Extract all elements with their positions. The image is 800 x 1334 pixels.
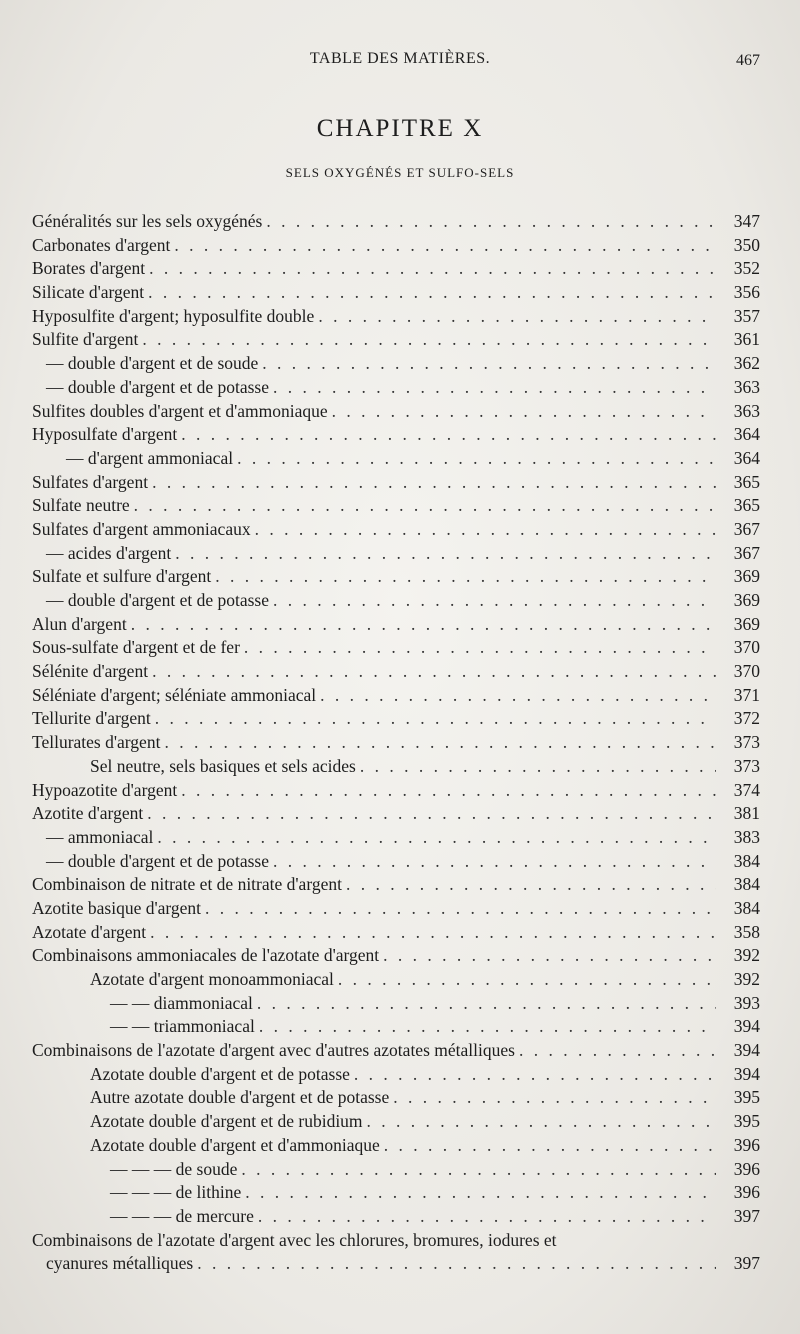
dot-leader — [152, 471, 716, 495]
entry-label: cyanures métalliques — [46, 1253, 194, 1274]
entry-label: Silicate d'argent — [32, 282, 145, 303]
entry-label: Sulfates d'argent — [32, 471, 149, 492]
dot-leader — [150, 921, 716, 945]
entry-page: 373 — [733, 755, 760, 776]
dot-leader — [320, 684, 716, 708]
dot-leader — [175, 542, 716, 566]
entry-label: Séléniate d'argent; séléniate ammoniacal — [32, 684, 317, 705]
entry-label: — — diammoniacal — [110, 992, 253, 1013]
toc-entry — [32, 802, 760, 826]
toc-entry — [32, 826, 760, 850]
dot-leader — [332, 400, 716, 424]
entry-label: Alun d'argent — [32, 613, 127, 634]
entry-label: — double d'argent et de potasse — [46, 590, 269, 610]
entry-page: 371 — [733, 684, 760, 705]
toc-entry — [32, 968, 760, 992]
entry-label: Azotite basique d'argent — [32, 897, 202, 918]
toc-entry — [32, 518, 760, 542]
entry-page: 357 — [733, 305, 760, 326]
entry-page: 356 — [733, 282, 760, 303]
entry-label: — ammoniacal — [46, 826, 154, 847]
entry-page: 358 — [733, 921, 760, 942]
entry-page: 369 — [733, 613, 760, 634]
toc-entry — [32, 636, 760, 660]
entry-label: Combinaisons de l'azotate d'argent avec les chlorures, bromures, iodures et — [32, 1229, 557, 1250]
toc-entry — [32, 565, 760, 589]
entry-page: 373 — [733, 732, 760, 753]
entry-label: — double d'argent et de soude — [46, 353, 259, 374]
entry-page: 393 — [733, 992, 760, 1013]
dot-leader — [174, 234, 716, 258]
entry-label: — — — de lithine — [110, 1182, 242, 1203]
entry-page: 367 — [733, 518, 760, 539]
toc-entry — [32, 1039, 760, 1063]
dot-leader — [205, 897, 716, 921]
entry-label: Azotate double d'argent et de rubidium — [90, 1111, 363, 1132]
entry-label: — acides d'argent — [46, 542, 172, 563]
dot-leader — [148, 281, 716, 305]
dot-leader — [181, 779, 716, 803]
entry-label: Sulfites doubles d'argent et d'ammoniaque — [32, 400, 328, 421]
toc-entry — [32, 494, 760, 518]
toc-entry — [32, 1015, 760, 1039]
dot-leader — [384, 1134, 716, 1158]
dot-leader — [157, 826, 716, 850]
dot-leader — [393, 1086, 716, 1110]
toc-entry — [32, 376, 760, 400]
dot-leader — [241, 1158, 716, 1182]
dot-leader — [346, 873, 716, 897]
entry-label: Azotite d'argent — [32, 803, 144, 824]
dot-leader — [273, 589, 716, 613]
dot-leader — [255, 518, 716, 542]
entry-page: 392 — [733, 945, 760, 966]
entry-page: 374 — [733, 779, 760, 800]
entry-page: 381 — [733, 803, 760, 824]
toc-entry — [32, 1205, 760, 1229]
toc-entry — [32, 257, 760, 281]
toc-entry — [32, 471, 760, 495]
toc-entry — [32, 613, 760, 637]
toc-entry — [32, 589, 760, 613]
dot-leader — [215, 565, 716, 589]
toc-entry — [32, 992, 760, 1016]
toc-entry — [32, 423, 760, 447]
entry-page: 352 — [733, 258, 760, 279]
entry-page: 365 — [733, 495, 760, 516]
entry-page: 364 — [733, 447, 760, 468]
table-of-contents — [32, 210, 760, 1276]
toc-entry — [32, 921, 760, 945]
dot-leader — [360, 755, 716, 779]
chapter-title: CHAPITRE X — [316, 115, 484, 142]
entry-page: 369 — [733, 566, 760, 587]
entry-label: — — triammoniacal — [110, 1016, 255, 1037]
dot-leader — [244, 636, 716, 660]
toc-entry — [32, 731, 760, 755]
entry-label: Azotate double d'argent et de potasse — [90, 1063, 350, 1084]
entry-page: 396 — [733, 1182, 760, 1203]
dot-leader — [338, 968, 716, 992]
dot-leader — [134, 494, 716, 518]
dot-leader — [164, 731, 716, 755]
toc-entry — [32, 897, 760, 921]
dot-leader — [245, 1181, 716, 1205]
entry-page: 397 — [733, 1205, 760, 1226]
toc-entry — [32, 210, 760, 234]
dot-leader — [142, 328, 716, 352]
entry-label: Hypoazotite d'argent — [32, 779, 178, 800]
entry-page: 347 — [733, 211, 760, 231]
dot-leader — [181, 423, 716, 447]
entry-page: 394 — [733, 1063, 760, 1084]
entry-label: Azotate d'argent monoammoniacal — [90, 969, 334, 989]
toc-entry — [32, 944, 760, 968]
toc-entry — [32, 328, 760, 352]
entry-label: Sulfates d'argent ammoniacaux — [32, 518, 251, 539]
toc-entry — [32, 352, 760, 376]
entry-page: 396 — [733, 1158, 760, 1179]
entry-label: Borates d'argent — [32, 258, 146, 279]
entry-page: 363 — [733, 400, 760, 421]
entry-label: Combinaison de nitrate et de nitrate d'argent — [32, 874, 342, 895]
dot-leader — [367, 1110, 716, 1134]
entry-page: 372 — [733, 708, 760, 729]
dot-leader — [257, 992, 716, 1016]
entry-label: Azotate double d'argent et d'ammoniaque — [90, 1134, 380, 1155]
entry-page: 367 — [733, 542, 760, 563]
toc-entry — [32, 400, 760, 424]
entry-page: 395 — [733, 1111, 760, 1132]
toc-entry — [32, 1158, 760, 1182]
entry-page: 369 — [733, 590, 760, 610]
entry-label: Azotate d'argent — [32, 921, 147, 942]
entry-label: — double d'argent et de potasse — [46, 376, 269, 397]
toc-entry — [32, 234, 760, 258]
dot-leader — [354, 1063, 716, 1087]
entry-page: 361 — [733, 329, 760, 350]
entry-page: 384 — [733, 850, 760, 871]
dot-leader — [266, 210, 716, 234]
chapter-subtitle: SELS OXYGÉNÉS ET SULFO-SELS — [285, 165, 515, 180]
entry-page: 383 — [733, 826, 760, 847]
toc-entry — [32, 660, 760, 684]
entry-page: 395 — [733, 1087, 760, 1108]
toc-entry — [32, 1252, 760, 1276]
toc-entry — [32, 281, 760, 305]
toc-entry — [32, 873, 760, 897]
toc-entry — [32, 542, 760, 566]
dot-leader — [273, 850, 716, 874]
entry-page: 396 — [733, 1134, 760, 1155]
toc-entry — [32, 755, 760, 779]
toc-entry — [32, 707, 760, 731]
entry-label: Sulfate et sulfure d'argent — [32, 566, 212, 587]
entry-label: Tellurates d'argent — [32, 732, 161, 753]
entry-page: 397 — [733, 1253, 760, 1274]
entry-label: — double d'argent et de potasse — [46, 850, 269, 871]
toc-entry — [32, 1134, 760, 1158]
dot-leader — [131, 613, 716, 637]
entry-label: Sélénite d'argent — [32, 661, 149, 682]
dot-leader — [149, 257, 716, 281]
entry-page: 363 — [733, 376, 760, 397]
entry-page: 384 — [733, 897, 760, 918]
dot-leader — [147, 802, 716, 826]
running-title: TABLE DES MATIÈRES. — [309, 50, 491, 67]
toc-entry — [32, 305, 760, 329]
entry-label: Combinaisons de l'azotate d'argent avec d'autres azotates métalliques — [32, 1040, 515, 1061]
dot-leader — [259, 1015, 716, 1039]
dot-leader — [273, 376, 716, 400]
toc-entry — [32, 447, 760, 471]
entry-label: Sulfite d'argent — [32, 329, 139, 350]
entry-page: 370 — [733, 637, 760, 658]
entry-label: — — — de soude — [110, 1158, 238, 1179]
entry-page: 384 — [733, 874, 760, 895]
entry-page: 350 — [733, 234, 760, 255]
dot-leader — [197, 1252, 716, 1276]
entry-label: Autre azotate double d'argent et de potasse — [90, 1087, 390, 1108]
entry-label: Hyposulfite d'argent; hyposulfite double — [32, 305, 315, 326]
entry-page: 365 — [733, 471, 760, 492]
entry-label: Sous-sulfate d'argent et de fer — [32, 637, 240, 658]
dot-leader — [519, 1039, 716, 1063]
dot-leader — [258, 1205, 716, 1229]
entry-page: 362 — [733, 353, 760, 374]
dot-leader — [318, 305, 716, 329]
toc-entry — [32, 1229, 760, 1253]
entry-label: — — — de mercure — [110, 1205, 254, 1226]
entry-page: 364 — [733, 424, 760, 445]
toc-entry — [32, 1181, 760, 1205]
toc-entry — [32, 850, 760, 874]
entry-label: Hyposulfate d'argent — [32, 424, 178, 445]
entry-label: Carbonates d'argent — [32, 234, 171, 255]
entry-page: 394 — [733, 1016, 760, 1037]
entry-label: Sel neutre, sels basiques et sels acides — [90, 755, 356, 776]
dot-leader — [152, 660, 716, 684]
entry-label: Combinaisons ammoniacales de l'azotate d'argent — [32, 945, 380, 966]
entry-label: — d'argent ammoniacal — [66, 447, 234, 468]
entry-page: 394 — [733, 1040, 760, 1061]
entry-label: Sulfate neutre — [32, 495, 130, 516]
entry-page: 392 — [733, 969, 760, 989]
toc-entry — [32, 1086, 760, 1110]
dot-leader — [237, 447, 716, 471]
entry-page: 370 — [733, 661, 760, 682]
entry-label: Tellurite d'argent — [32, 708, 151, 729]
toc-entry — [32, 1110, 760, 1134]
running-head — [0, 50, 800, 72]
toc-entry — [32, 684, 760, 708]
dot-leader — [262, 352, 716, 376]
toc-entry — [32, 779, 760, 803]
page-number: 467 — [736, 52, 760, 69]
toc-entry — [32, 1063, 760, 1087]
entry-label: Généralités sur les sels oxygénés — [32, 211, 263, 231]
dot-leader — [383, 944, 716, 968]
dot-leader — [155, 707, 716, 731]
